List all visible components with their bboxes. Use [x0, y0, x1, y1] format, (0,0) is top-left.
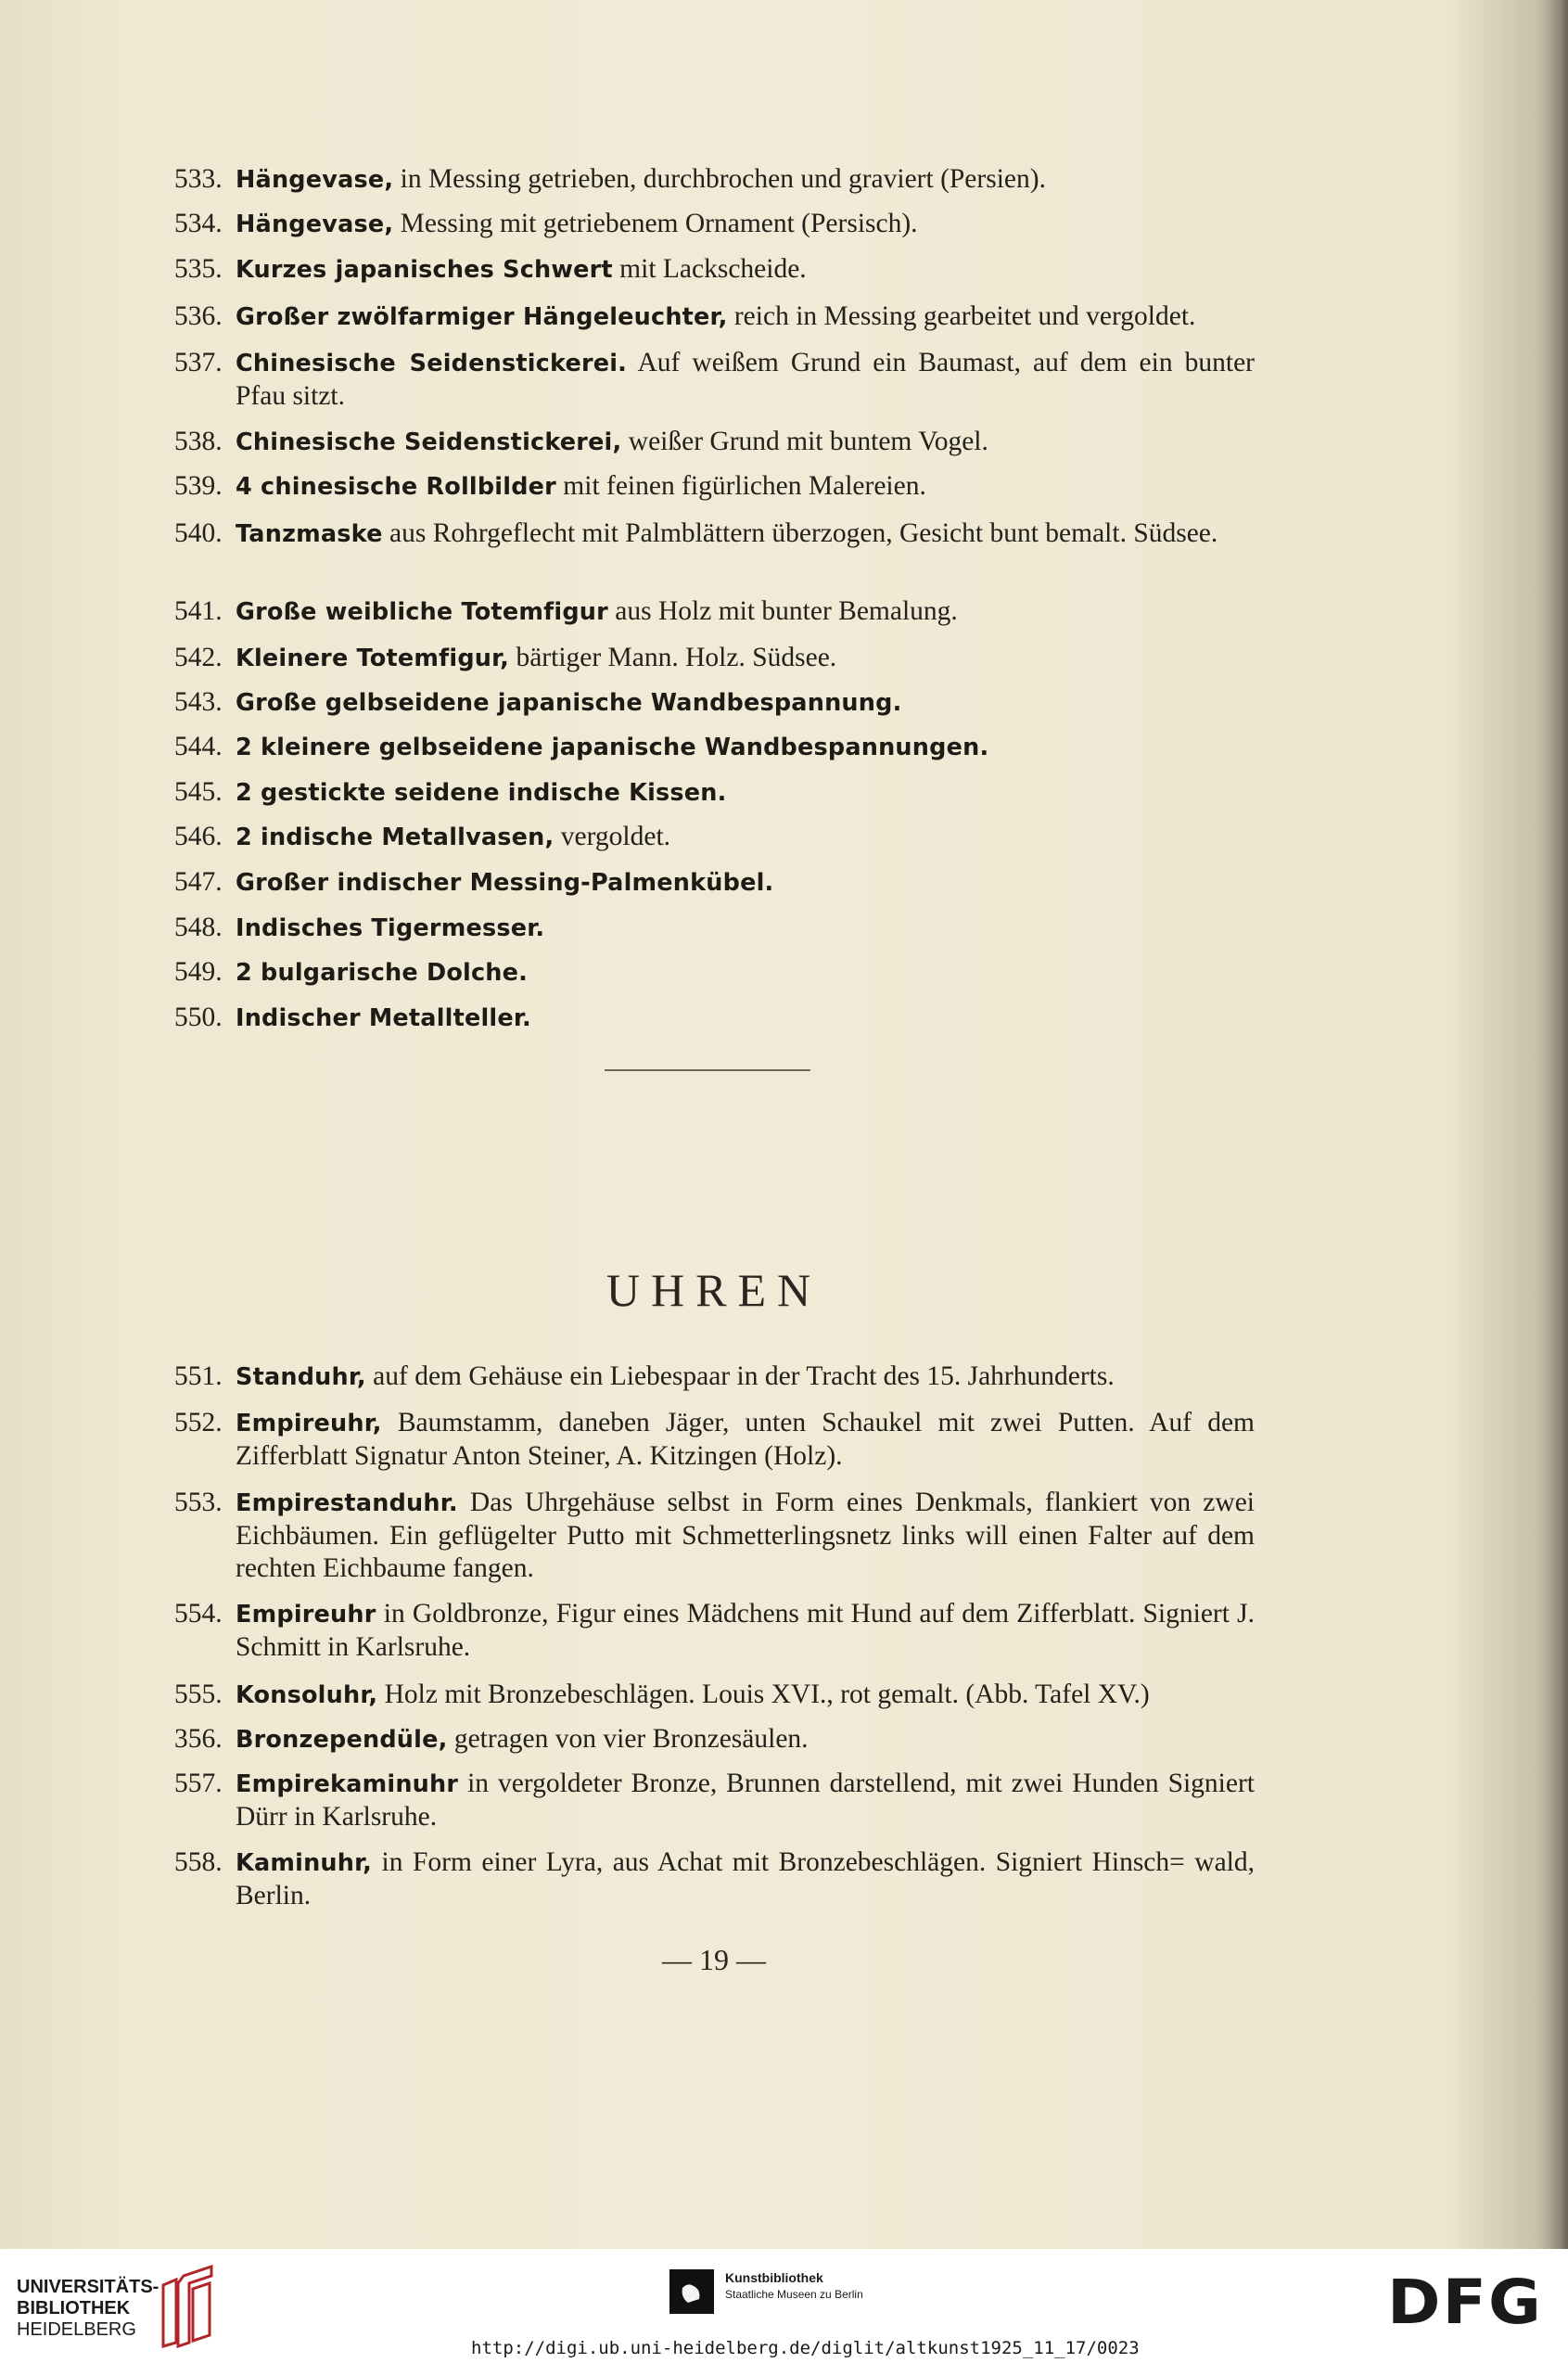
catalog-entry	[174, 426, 1255, 459]
entry-number: 551.	[174, 1361, 223, 1391]
entry-title: Hängevase,	[236, 211, 394, 238]
entry-description: in Messing getrieben, durchbrochen und graviert (Persien).	[393, 164, 1046, 194]
entry-title: Kurzes japanisches Schwert	[236, 256, 613, 284]
entry-description: aus Rohrgeflecht mit Palmblättern überzogen, Gesicht bunt bemalt. Südsee.	[382, 518, 1218, 548]
catalog-entry	[174, 956, 1255, 990]
entry-number: 537.	[174, 348, 223, 377]
catalog-entry	[174, 821, 1255, 854]
entry-description: getragen von vier Bronzesäulen.	[447, 1724, 809, 1754]
entry-number: 557.	[174, 1769, 223, 1798]
catalog-entry	[174, 776, 1255, 810]
entry-description: Holz mit Bronzebeschlägen. Louis XVI., rot gemalt. (Abb. Tafel XV.)	[377, 1680, 1150, 1709]
entry-title: Empireuhr,	[236, 1410, 382, 1437]
entry-title: Indisches Tigermesser.	[236, 914, 545, 942]
entry-number: 548.	[174, 913, 223, 942]
entry-title: Chinesische Seidenstickerei,	[236, 428, 622, 456]
catalog-entry	[174, 1723, 1255, 1756]
entry-title: Empireuhr	[236, 1601, 376, 1629]
entry-description: Das Uhrgehäuse selbst in Form eines Denkmals, flankiert von zwei Eichbäumen. Ein geflügelter Putto mit Schmetterlingsnetz links will einen Falter auf dem rechten Eichbaume fangen.	[236, 1488, 1255, 1583]
entry-number: 538.	[174, 427, 223, 456]
catalog-entry	[174, 1360, 1255, 1394]
entry-title: Großer zwölfarmiger Hängeleuchter,	[236, 303, 728, 331]
kunstbibliothek-subtitle: Staatliche Museen zu Berlin	[725, 2288, 863, 2301]
entry-number: 540.	[174, 518, 223, 548]
permalink-url[interactable]: http://digi.ub.uni-heidelberg.de/diglit/altkunst1925_11_17/0023	[471, 2338, 1140, 2358]
entry-description: auf dem Gehäuse ein Liebespaar in der Tracht des 15. Jahrhunderts.	[365, 1361, 1115, 1391]
entry-description: in Goldbronze, Figur eines Mädchens mit Hund auf dem Zifferblatt. Signiert J. Schmitt in Karlsruhe.	[236, 1599, 1255, 1662]
catalog-entry	[174, 686, 1255, 720]
entry-description: reich in Messing gearbeitet und vergoldet.	[727, 301, 1196, 331]
entry-description: in vergoldeter Bronze, Brunnen darstellend, mit zwei Hunden Signiert Dürr in Karlsruhe.	[236, 1769, 1255, 1832]
catalog-entry	[174, 1846, 1255, 1912]
entry-title: Standuhr,	[236, 1363, 366, 1391]
entry-description: aus Holz mit bunter Bemalung.	[607, 596, 958, 626]
entry-description: mit feinen figürlichen Malereien.	[555, 471, 926, 501]
entry-description: Auf weißem Grund ein Baumast, auf dem ein bunter Pfau sitzt.	[236, 348, 1255, 411]
entry-number: 536.	[174, 301, 223, 331]
entry-number: 545.	[174, 777, 223, 807]
catalog-entry	[174, 912, 1255, 945]
page-edge-shadow	[1548, 0, 1568, 2249]
entry-number: 542.	[174, 643, 223, 672]
entry-title: Tanzmaske	[236, 520, 383, 548]
library-emblem-icon	[156, 2265, 221, 2348]
catalog-entry	[174, 1002, 1255, 1035]
catalog-entry	[174, 1768, 1255, 1833]
page-number: — 19 —	[662, 1943, 766, 1976]
entry-number: 550.	[174, 1003, 223, 1032]
entry-number: 554.	[174, 1599, 223, 1629]
entry-title: 2 kleinere gelbseidene japanische Wandbespannungen.	[236, 734, 989, 761]
catalog-entry	[174, 1487, 1255, 1585]
entry-description: vergoldet.	[554, 822, 671, 851]
catalog-entry	[174, 347, 1255, 413]
entry-title: Chinesische Seidenstickerei.	[236, 350, 628, 377]
entry-title: 2 indische Metallvasen,	[236, 824, 555, 851]
entry-number: 555.	[174, 1680, 223, 1709]
catalog-entry	[174, 1598, 1255, 1664]
dfg-logo[interactable]: DFG	[1386, 2267, 1544, 2338]
entry-title: Bronzependüle,	[236, 1726, 448, 1754]
entry-title: Hängevase,	[236, 166, 394, 194]
entry-description: bärtiger Mann. Holz. Südsee.	[509, 643, 837, 672]
entry-number: 539.	[174, 471, 223, 501]
entry-title: 2 gestickte seidene indische Kissen.	[236, 779, 727, 807]
entry-number: 549.	[174, 957, 223, 987]
library-name-line1: UNIVERSITÄTS-	[17, 2277, 159, 2297]
entry-number: 553.	[174, 1488, 223, 1517]
entry-description: weißer Grund mit buntem Vogel.	[621, 427, 988, 456]
catalog-entry	[174, 1679, 1255, 1712]
entry-title: Kaminuhr,	[236, 1849, 373, 1877]
catalog-entry	[174, 866, 1255, 900]
catalog-entry	[174, 470, 1255, 504]
entry-number: 546.	[174, 822, 223, 851]
entry-number: 356.	[174, 1724, 223, 1754]
entry-description: Messing mit getriebenem Ornament (Persisch).	[393, 209, 918, 238]
entry-number: 533.	[174, 164, 223, 194]
entry-title: Große weibliche Totemfigur	[236, 598, 608, 626]
catalog-entry	[174, 300, 1255, 334]
catalog-entry	[174, 517, 1255, 551]
entry-number: 552.	[174, 1408, 223, 1437]
entry-number: 547.	[174, 867, 223, 897]
entry-number: 543.	[174, 687, 223, 717]
kunstbibliothek-logo-icon	[669, 2269, 714, 2314]
entry-title: Konsoluhr,	[236, 1681, 378, 1709]
kunstbibliothek-label[interactable]	[725, 2269, 863, 2303]
entry-title: Große gelbseidene japanische Wandbespannung.	[236, 689, 902, 717]
catalog-entry	[174, 731, 1255, 764]
section-heading: UHREN	[606, 1264, 822, 1316]
catalog-entry	[174, 1407, 1255, 1473]
entry-title: 2 bulgarische Dolche.	[236, 959, 529, 987]
section-divider	[605, 1069, 810, 1071]
catalog-entry	[174, 595, 1255, 629]
entry-title: Empirestanduhr.	[236, 1489, 458, 1517]
entry-description: Baumstamm, daneben Jäger, unten Schaukel mit zwei Putten. Auf dem Zifferblatt Signatur Anton Steiner, A. Kitzingen (Holz).	[236, 1408, 1255, 1471]
entry-description: in Form einer Lyra, aus Achat mit Bronzebeschlägen. Signiert Hinsch= wald, Berlin.	[236, 1847, 1255, 1910]
catalog-entry	[174, 253, 1255, 287]
entry-number: 534.	[174, 209, 223, 238]
library-name-line3: HEIDELBERG	[17, 2319, 136, 2340]
entry-title: Indischer Metallteller.	[236, 1004, 531, 1032]
library-name-line2: BIBLIOTHEK	[17, 2298, 131, 2318]
entry-number: 544.	[174, 732, 223, 761]
kunstbibliothek-name: Kunstbibliothek	[725, 2270, 823, 2285]
entry-description: mit Lackscheide.	[612, 254, 807, 284]
university-library-logo[interactable]	[17, 2277, 159, 2341]
catalog-entry	[174, 208, 1255, 241]
entry-number: 558.	[174, 1847, 223, 1877]
catalog-entry	[174, 163, 1255, 197]
entry-title: Großer indischer Messing-Palmenkübel.	[236, 869, 774, 897]
entry-number: 535.	[174, 254, 223, 284]
entry-title: 4 chinesische Rollbilder	[236, 473, 556, 501]
catalog-entry	[174, 642, 1255, 675]
entry-title: Empirekaminuhr	[236, 1770, 459, 1798]
entry-title: Kleinere Totemfigur,	[236, 645, 510, 672]
entry-number: 541.	[174, 596, 223, 626]
